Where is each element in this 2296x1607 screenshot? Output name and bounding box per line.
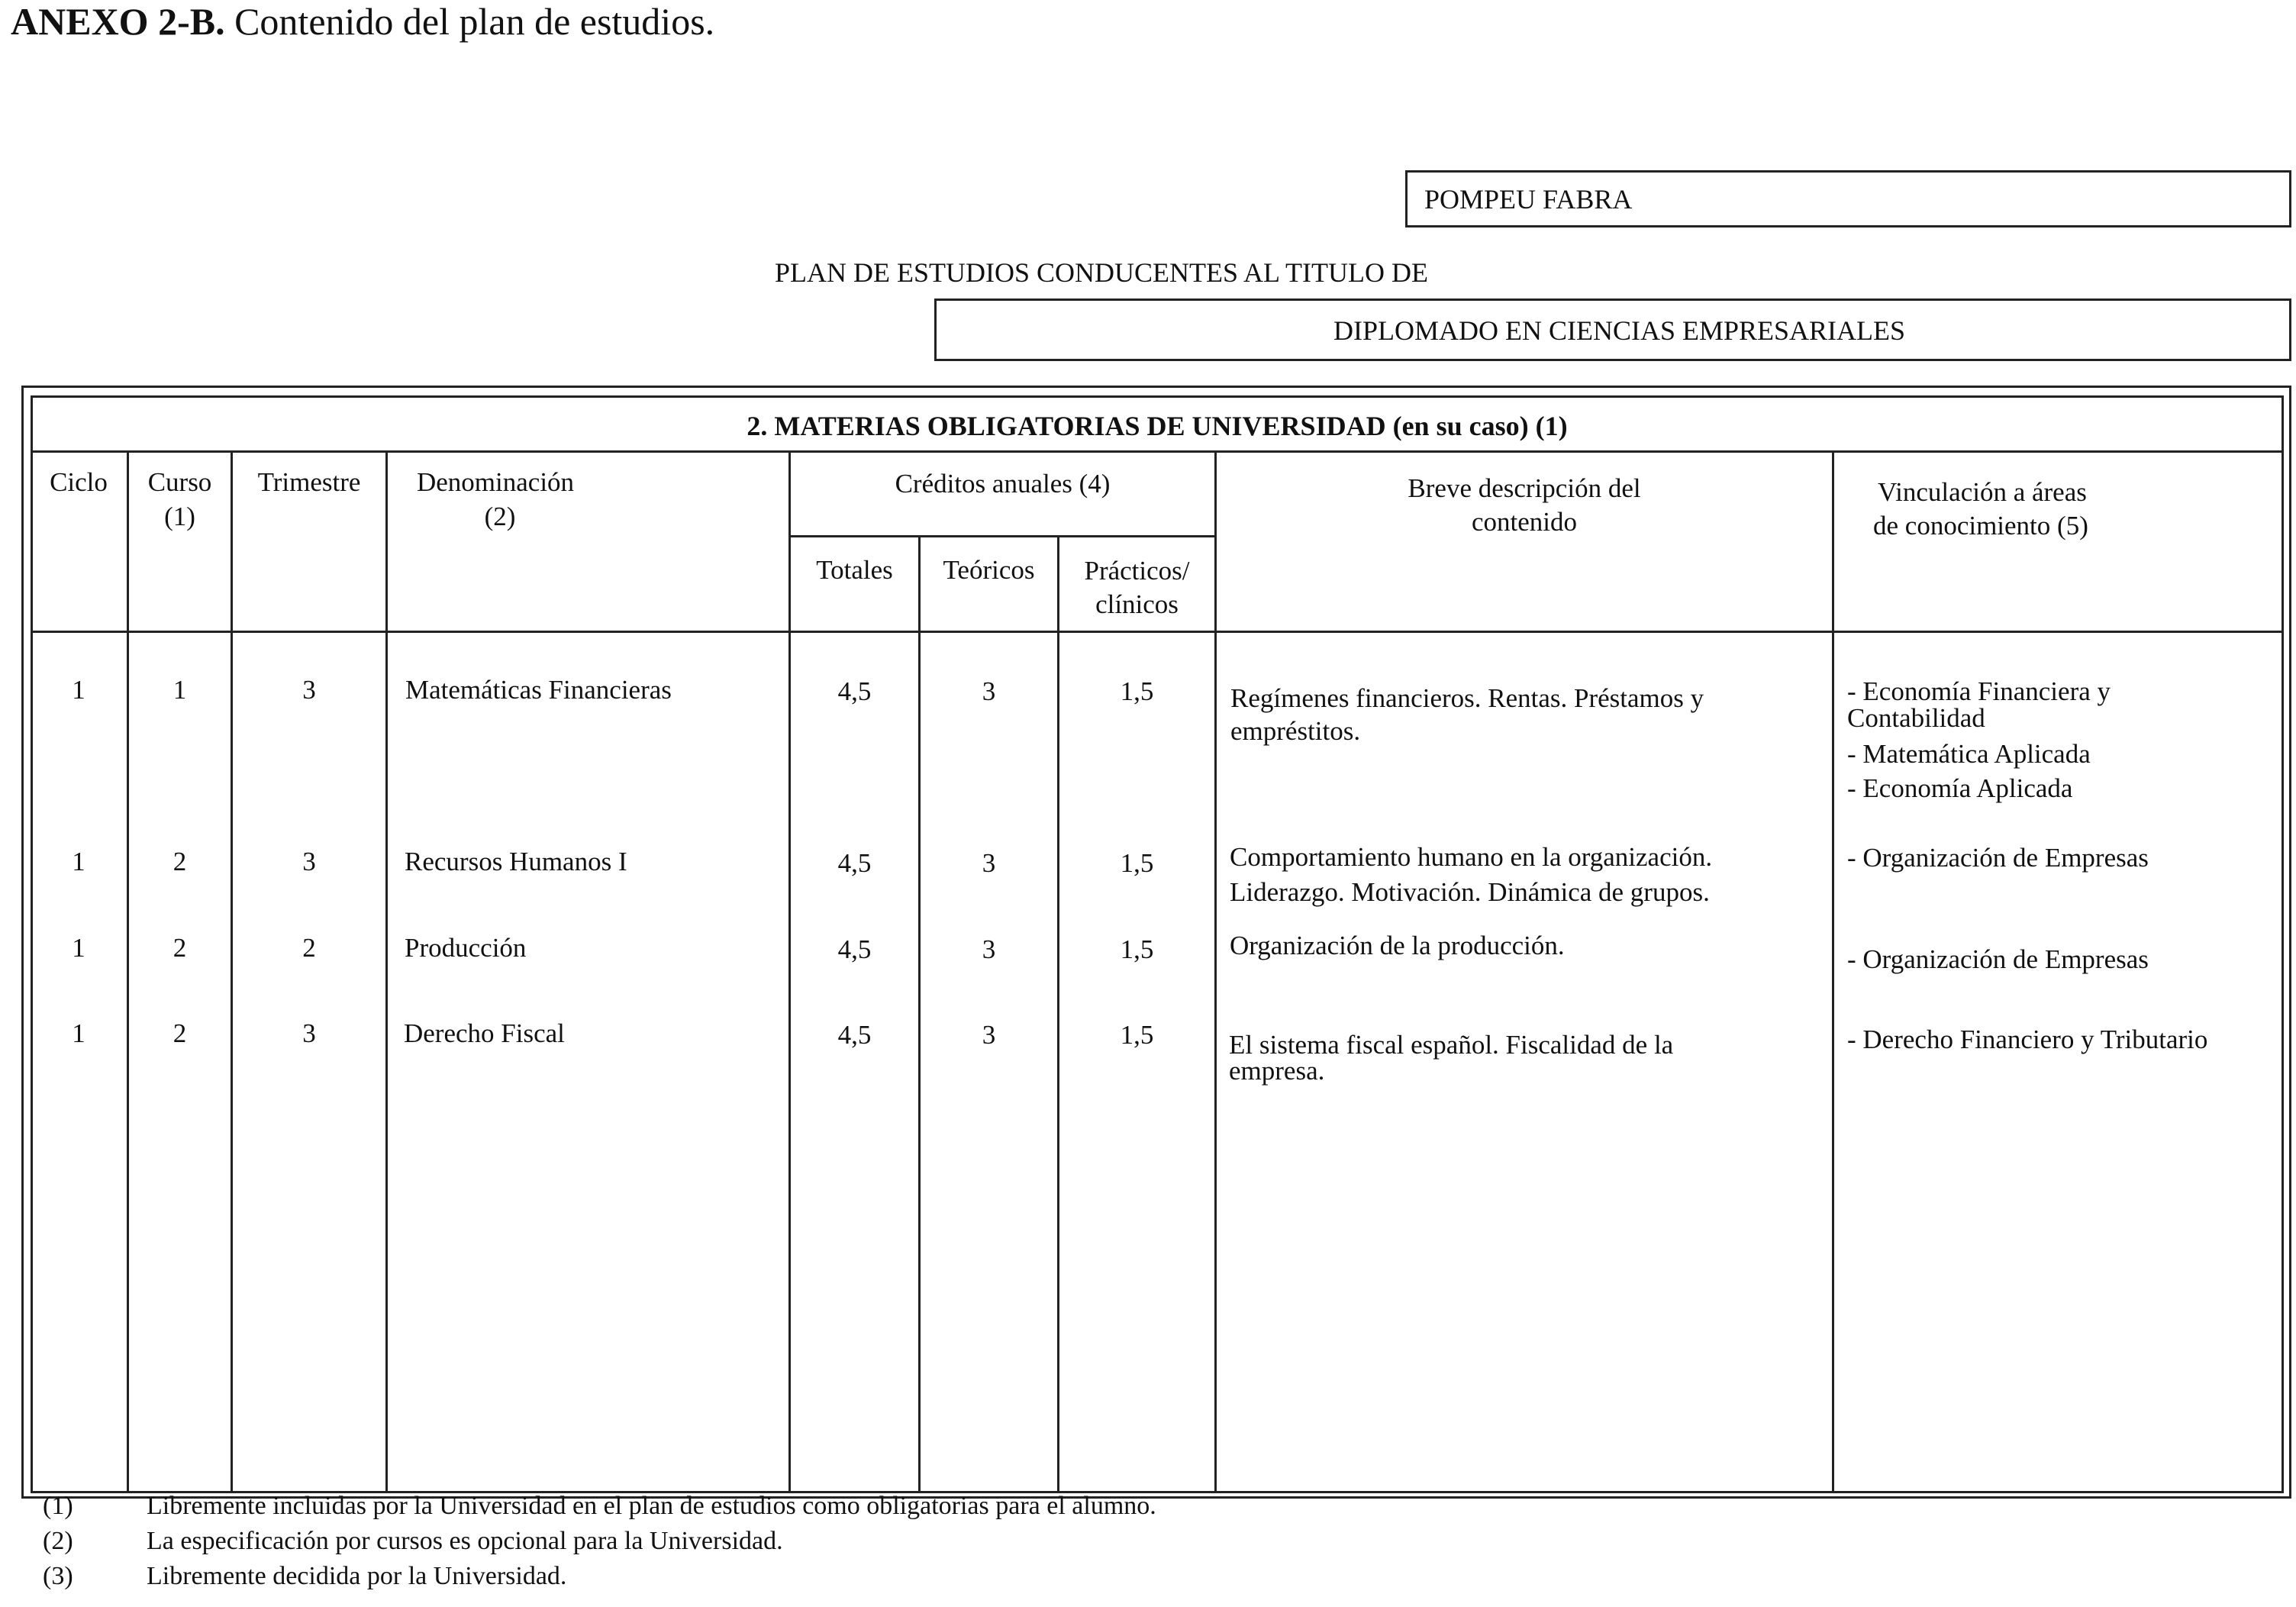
header-teoricos: Teóricos: [943, 555, 1035, 585]
university-name: POMPEU FABRA: [1424, 184, 1633, 215]
degree-box: [934, 298, 2291, 361]
row4-totales: 4,5: [837, 1020, 872, 1050]
header-descripcion-1: Breve descripción del: [1408, 473, 1641, 503]
header-curso-note: (1): [164, 502, 195, 531]
plan-label: PLAN DE ESTUDIOS CONDUCENTES AL TITULO DE: [775, 257, 1428, 288]
row3-trimestre: 2: [302, 933, 316, 963]
row1-curso: 1: [173, 675, 187, 705]
row2-practicos: 1,5: [1120, 848, 1154, 878]
header-trimestre: Trimestre: [257, 467, 361, 497]
title-separator: [31, 450, 2284, 453]
row3-curso: 2: [173, 933, 187, 963]
annex-title-text: Contenido del plan de estudios.: [224, 0, 715, 43]
credits-separator: [791, 535, 1217, 537]
row2-totales: 4,5: [837, 848, 872, 878]
section-title: [31, 410, 2284, 442]
row3-practicos: 1,5: [1120, 934, 1154, 964]
footnote-2-text: La especificación por cursos es opcional para la Universidad.: [147, 1527, 783, 1555]
row4-ciclo: 1: [72, 1018, 85, 1048]
row1-area-4: - Economía Aplicada: [1847, 773, 2073, 803]
row2-teoricos: 3: [982, 848, 996, 878]
header-separator: [31, 631, 2284, 633]
header-creditos: Créditos anuales (4): [895, 469, 1111, 499]
header-descripcion-2: contenido: [1471, 507, 1578, 537]
row4-trimestre: 3: [302, 1018, 316, 1048]
row3-ciclo: 1: [72, 933, 85, 963]
row4-descripcion-2: empresa.: [1229, 1056, 1325, 1086]
header-totales: Totales: [816, 555, 893, 585]
row3-descripcion-1: Organización de la producción.: [1230, 931, 1565, 960]
row1-area-1: - Economía Financiera y: [1847, 676, 2111, 706]
header-practicos-2: clínicos: [1095, 589, 1179, 619]
footnote-3-text: Libremente decidida por la Universidad.: [147, 1562, 567, 1590]
row4-curso: 2: [173, 1018, 187, 1048]
col-divider-creditos: [1214, 450, 1217, 1493]
university-box: [1405, 170, 2291, 227]
row1-totales: 4,5: [837, 676, 872, 706]
col-divider-trimestre: [385, 450, 388, 1493]
row2-area-1: - Organización de Empresas: [1847, 843, 2149, 873]
row1-descripcion-2: empréstitos.: [1230, 716, 1361, 746]
footnote-1-text: Libremente incluidas por la Universidad en el plan de estudios como obligatorias para el alumno.: [147, 1492, 1156, 1520]
row1-denominacion: Matemáticas Financieras: [405, 675, 672, 705]
col-divider-descripcion: [1832, 450, 1834, 1493]
row4-teoricos: 3: [982, 1020, 996, 1050]
col-divider-curso: [231, 450, 233, 1493]
row3-area-1: - Organización de Empresas: [1847, 944, 2149, 974]
row1-area-3: - Matemática Aplicada: [1847, 739, 2091, 769]
annex-title: [11, 0, 714, 43]
row4-area-1: - Derecho Financiero y Tributario: [1847, 1025, 2208, 1054]
header-denominacion: Denominación: [417, 467, 575, 497]
header-vinculacion-1: Vinculación a áreas: [1878, 477, 2087, 507]
degree-name: DIPLOMADO EN CIENCIAS EMPRESARIALES: [1333, 315, 1906, 346]
row2-ciclo: 1: [72, 847, 85, 876]
header-ciclo: Ciclo: [50, 467, 108, 497]
row1-practicos: 1,5: [1120, 676, 1154, 706]
header-practicos-1: Prácticos/: [1084, 556, 1190, 586]
row2-trimestre: 3: [302, 847, 316, 876]
row1-area-2: Contabilidad: [1847, 703, 1985, 733]
row3-denominacion: Producción: [405, 933, 527, 963]
row1-descripcion-1: Regímenes financieros. Rentas. Préstamos y: [1230, 683, 1704, 713]
annex-label: ANEXO 2-B.: [11, 0, 225, 43]
row2-descripcion-1: Comportamiento humano en la organización.: [1230, 842, 1713, 872]
row4-denominacion: Derecho Fiscal: [404, 1018, 565, 1048]
footnote-2-num: (2): [43, 1527, 73, 1555]
row1-trimestre: 3: [302, 675, 316, 705]
row4-practicos: 1,5: [1120, 1020, 1154, 1050]
row2-curso: 2: [173, 847, 187, 876]
row1-teoricos: 3: [982, 676, 996, 706]
section-title-rest: (en su caso) (1): [1385, 411, 1568, 441]
footnote-3-num: (3): [43, 1562, 73, 1590]
col-divider-ciclo: [127, 450, 129, 1493]
row3-teoricos: 3: [982, 934, 996, 964]
col-divider-denominacion: [788, 450, 791, 1493]
row4-descripcion-1: El sistema fiscal español. Fiscalidad de la: [1229, 1030, 1674, 1060]
header-denominacion-note: (2): [484, 502, 516, 531]
header-curso: Curso: [147, 467, 212, 497]
footnote-1-num: (1): [43, 1492, 73, 1520]
section-title-bold: 2. MATERIAS OBLIGATORIAS DE UNIVERSIDAD: [747, 411, 1386, 441]
row2-denominacion: Recursos Humanos I: [405, 847, 627, 876]
row1-ciclo: 1: [72, 675, 85, 705]
row3-totales: 4,5: [837, 934, 872, 964]
header-vinculacion-2: de conocimiento (5): [1873, 511, 2088, 541]
row2-descripcion-2: Liderazgo. Motivación. Dinámica de grupos.: [1230, 877, 1710, 907]
